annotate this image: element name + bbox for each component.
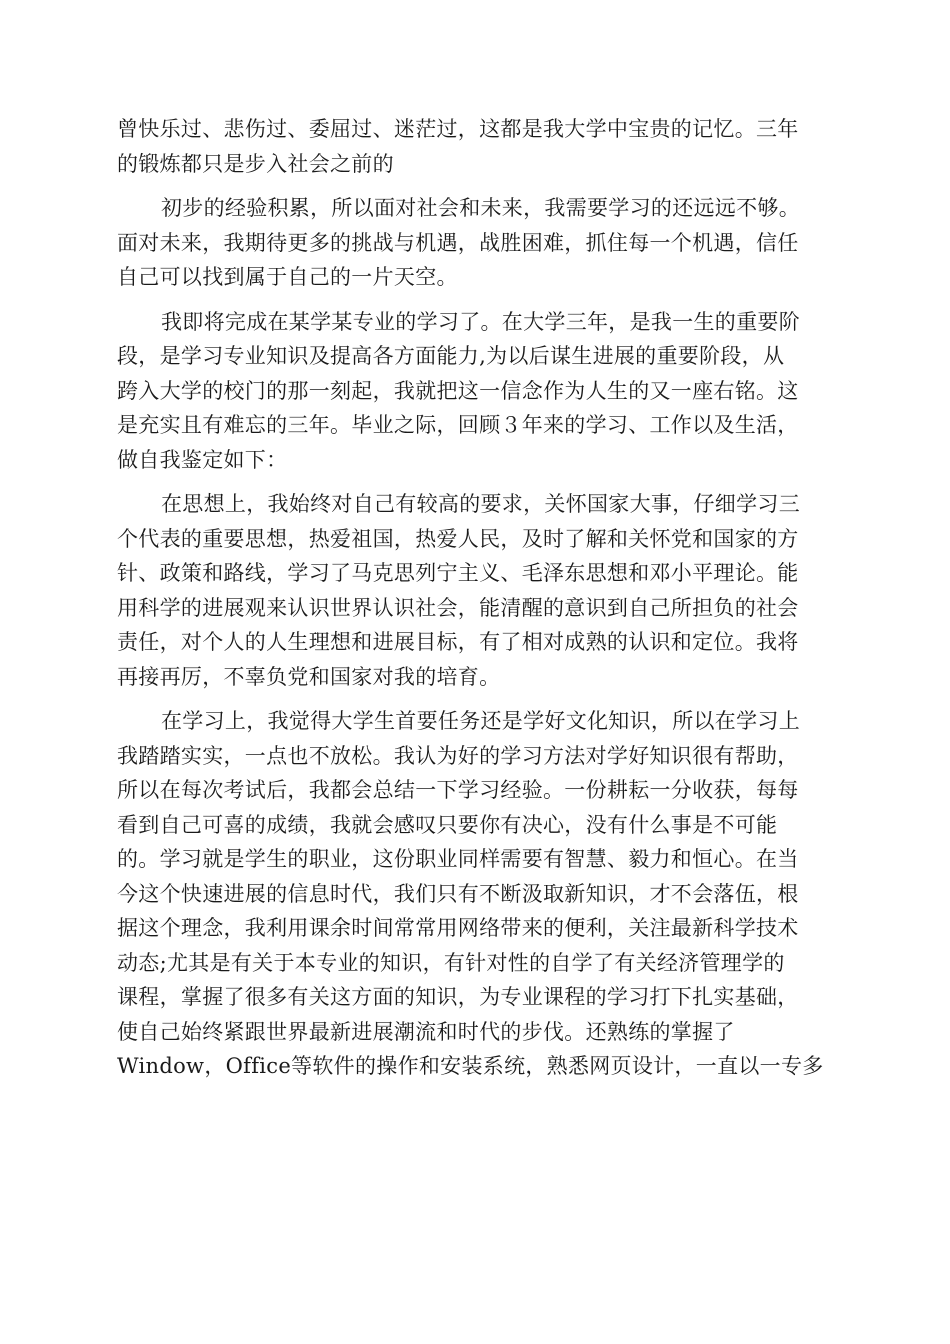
text-line: 今这个快速进展的信息时代，我们只有不断汲取新知识，才不会落伍，根 [117,881,799,906]
text-line: 责任，对个人的人生理想和进展目标，有了相对成熟的认识和定位。我将 [117,630,799,654]
paragraph-5 [117,704,831,1084]
text-line: 动态;尤其是有关于本专业的知识，有针对性的自学了有关经济管理学的 [117,950,785,975]
text-line: 做自我鉴定如下： [117,447,288,472]
text-line: 针、政策和路线，学习了马克思列宁主义、毛泽东思想和邓小平理论。能 [117,561,799,585]
text-line: 初步的经验积累，所以面对社会和未来，我需要学习的还远远不够。 [161,196,800,220]
paragraph-3 [117,305,831,478]
text-line: 的锻炼都只是步入社会之前的 [117,151,394,176]
text-line: 使自己始终紧跟世界最新进展潮流和时代的步伐。还熟练的掌握了 [117,1019,735,1044]
text-line: 个代表的重要思想，热爱祖国，热爱人民，及时了解和关怀党和国家的方 [117,526,799,551]
text-line: 用科学的进展观来认识世界认识社会，能清醒的意识到自己所担负的社会 [117,595,799,620]
paragraph-4 [117,487,831,694]
text-line: 据这个理念，我利用课余时间常常用网络带来的便利，关注最新科学技术 [117,916,799,940]
text-line: 跨入大学的校门的那一刻起，我就把这一信念作为人生的又一座右铭。这 [117,378,799,403]
text-line: 看到自己可喜的成绩，我就会感叹只要你有决心，没有什么事是不可能 [117,812,778,837]
paragraph-1 [117,112,831,181]
text-line: 自己可以找到属于自己的一片天空。 [117,265,458,289]
text-line: 课程，掌握了很多有关这方面的知识，为专业课程的学习打下扎实基础， [117,985,799,1009]
text-line: 我即将完成在某学某专业的学习了。在大学三年，是我一生的重要阶 [161,309,800,334]
text-line: Window，Office等软件的操作和安装系统，熟悉网页设计，一直以一专多 [117,1054,824,1078]
text-line: 在思想上，我始终对自己有较高的要求，关怀国家大事，仔细学习三 [161,492,800,516]
text-line: 是充实且有难忘的三年。毕业之际，回顾３年来的学习、工作以及生活， [117,413,799,437]
text-line: 的。学习就是学生的职业，这份职业同样需要有智慧、毅力和恒心。在当 [117,847,799,871]
text-line: 在学习上，我觉得大学生首要任务还是学好文化知识，所以在学习上 [161,709,800,733]
document-page [117,112,831,1094]
text-line: 段，是学习专业知识及提高各方面能力,为以后谋生进展的重要阶段，从 [117,344,785,368]
text-line: 再接再厉，不辜负党和国家对我的培育。 [117,664,501,689]
text-line: 曾快乐过、悲伤过、委屈过、迷茫过，这都是我大学中宝贵的记忆。三年 [117,117,799,141]
text-line: 所以在每次考试后，我都会总结一下学习经验。一份耕耘一分收获，每每 [117,778,799,802]
text-line: 我踏踏实实，一点也不放松。我认为好的学习方法对学好知识很有帮助， [117,743,799,768]
paragraph-2 [117,191,831,295]
text-line: 面对未来，我期待更多的挑战与机遇，战胜困难，抓住每一个机遇，信任 [117,230,799,255]
